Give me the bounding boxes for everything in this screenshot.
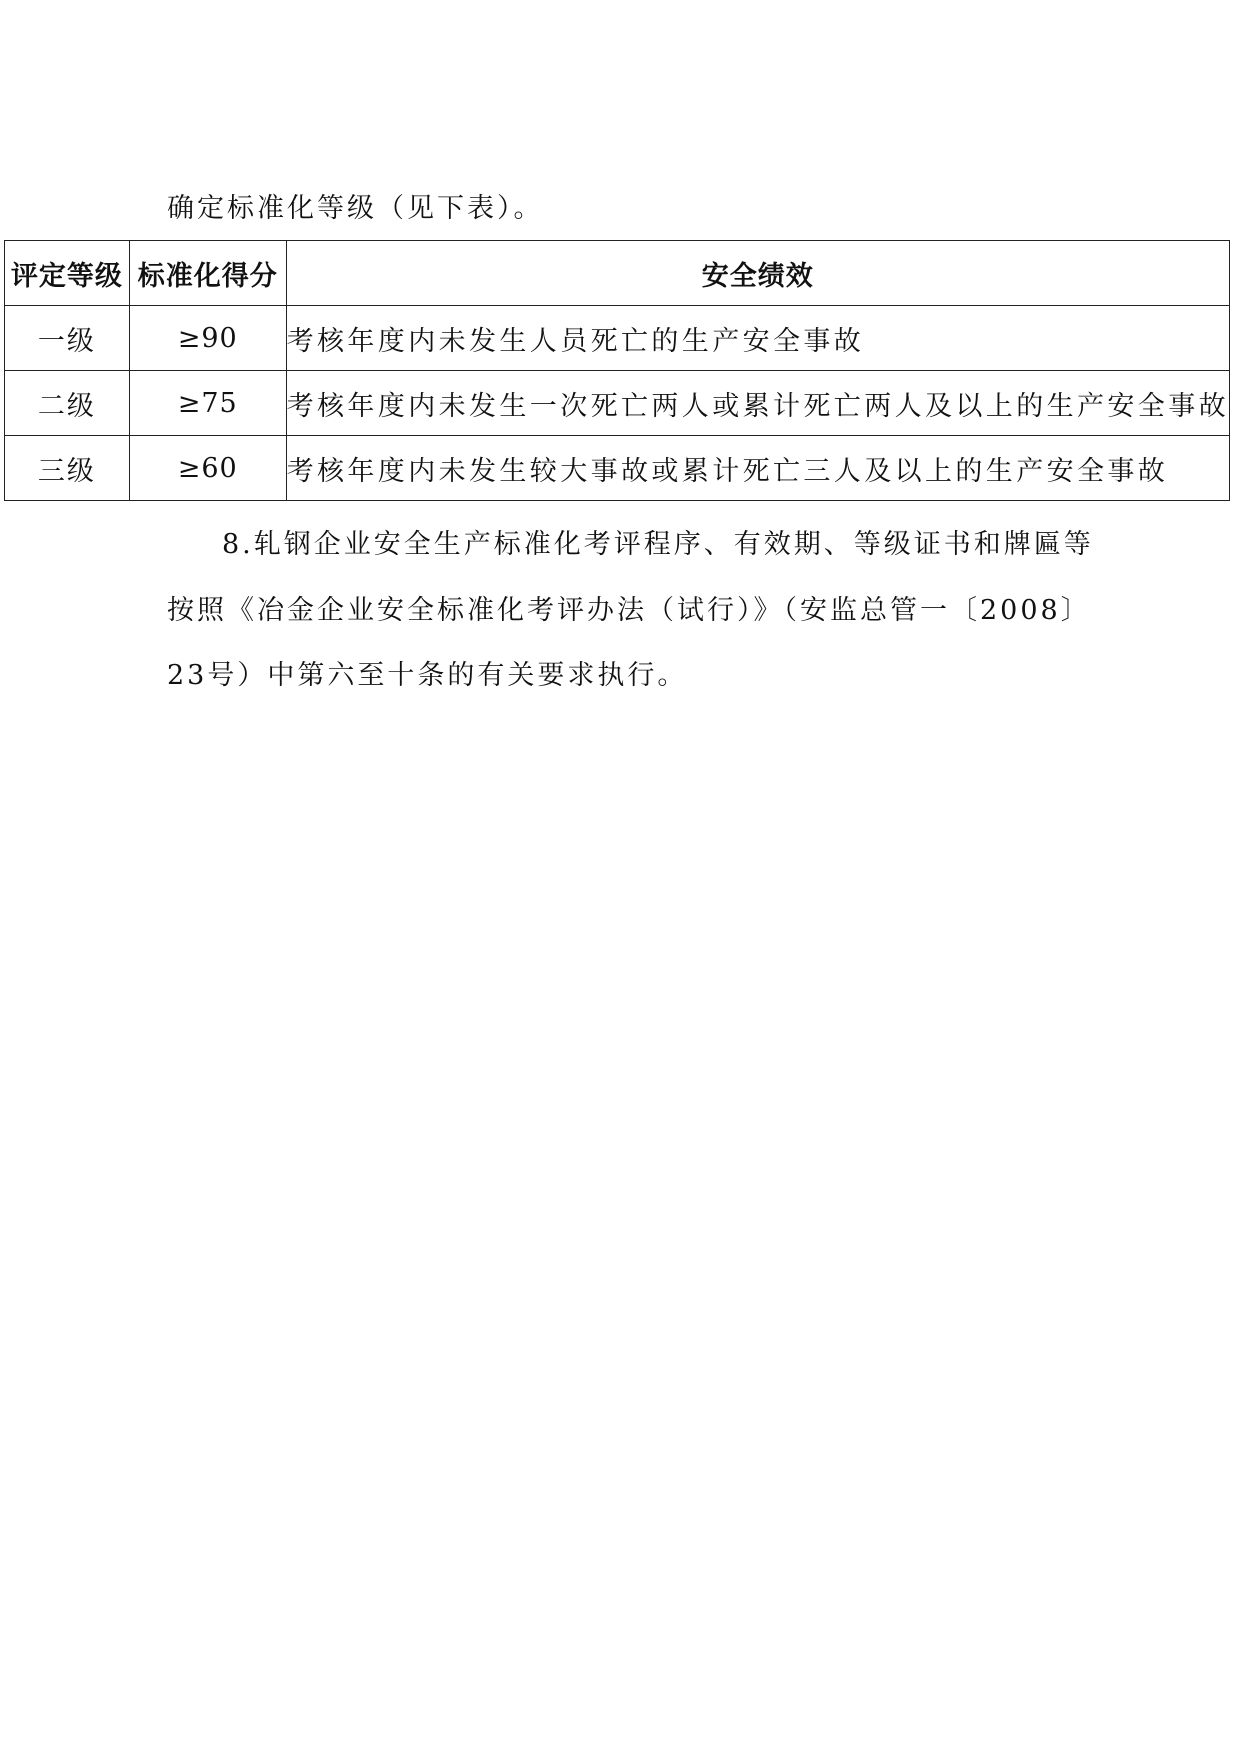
table-row (5, 436, 1230, 501)
cell-score: ≥60 (129, 436, 286, 501)
paragraph-line-1: 8.轧钢企业安全生产标准化考评程序、有效期、等级证书和牌匾等 (222, 529, 1094, 560)
intro-text: 确定标准化等级（见下表）。 (167, 193, 544, 224)
header-performance: 安全绩效 (286, 241, 1229, 306)
table-row (5, 306, 1230, 371)
cell-grade: 二级 (5, 371, 130, 436)
cell-grade: 一级 (5, 306, 130, 371)
cell-performance: 考核年度内未发生较大事故或累计死亡三人及以上的生产安全事故 (286, 436, 1229, 501)
table-header-row (5, 241, 1230, 306)
cell-performance: 考核年度内未发生人员死亡的生产安全事故 (286, 306, 1229, 371)
cell-score: ≥75 (129, 371, 286, 436)
cell-performance: 考核年度内未发生一次死亡两人或累计死亡两人及以上的生产安全事故 (286, 371, 1229, 436)
header-grade: 评定等级 (5, 241, 130, 306)
paragraph-line-2: 按照《冶金企业安全标准化考评办法（试行）》（安监总管一〔2008〕 (167, 595, 1091, 626)
cell-grade: 三级 (5, 436, 130, 501)
grade-standard-table (4, 240, 1230, 501)
table-row (5, 371, 1230, 436)
header-score: 标准化得分 (129, 241, 286, 306)
cell-score: ≥90 (129, 306, 286, 371)
paragraph-line-3: 23号）中第六至十条的有关要求执行。 (167, 660, 688, 691)
